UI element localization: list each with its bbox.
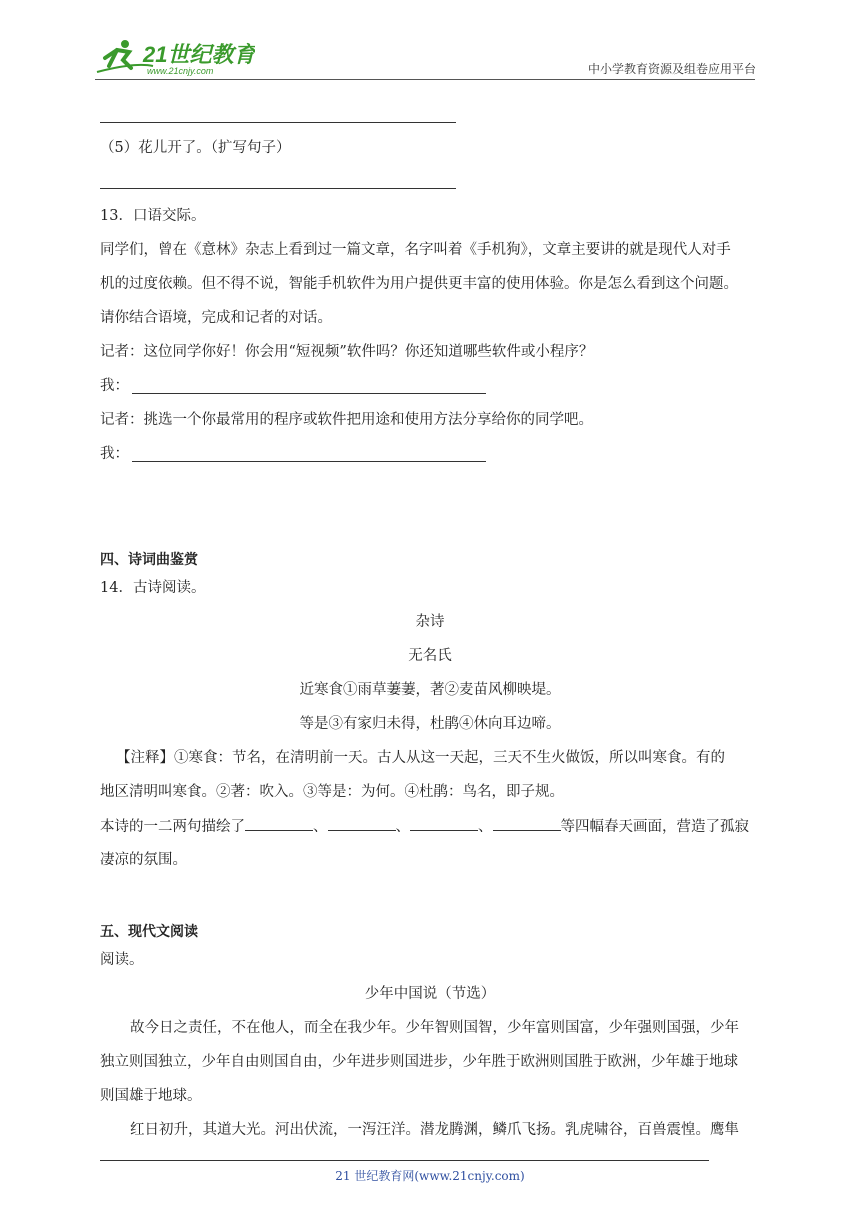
article-title: 少年中国说（节选）	[364, 986, 496, 1002]
footer-divider	[100, 1160, 709, 1161]
q13-paragraph-line2: 机的过度依赖。但不得不说，智能手机软件为用户提供更丰富的使用体验。你是怎么看到这个问题。	[100, 276, 738, 292]
separator: 、	[478, 819, 493, 835]
q13-paragraph-line3: 请你结合语境，完成和记者的对话。	[100, 310, 332, 326]
section5-heading: 五、现代文阅读	[100, 924, 198, 940]
fill-blank-1[interactable]	[245, 816, 313, 831]
answer-line-q4[interactable]	[100, 122, 456, 123]
q13-paragraph-line1: 同学们，曾在《意林》杂志上看到过一篇文章，名字叫着《手机狗》，文章主要讲的就是现代人对手	[100, 242, 731, 258]
platform-title: 中小学教育资源及组卷应用平台	[587, 62, 756, 76]
q14-title: 14．古诗阅读。	[100, 580, 206, 596]
article-p2-line1: 红日初升，其道大光。河出伏流，一泻汪洋。潜龙腾渊，鳞爪飞扬。乳虎啸谷，百兽震惶。鹰隼	[130, 1122, 739, 1138]
answer-label-2: 我：	[100, 446, 129, 462]
q12-item5: （5）花儿开了。（扩写句子）	[100, 140, 291, 156]
answer-line-1[interactable]	[132, 393, 486, 394]
article-p1-line1: 故今日之责任，不在他人，而全在我少年。少年智则国智，少年富则国富，少年强则国强，少年	[130, 1020, 739, 1036]
article-p1-line3: 则国雄于地球。	[100, 1088, 202, 1104]
answer-line-2[interactable]	[132, 461, 486, 462]
q13-title: 13．口语交际。	[100, 208, 206, 224]
site-logo[interactable]	[95, 36, 255, 78]
reporter-question-1: 记者：这位同学你好！你会用“短视频”软件吗？你还知道哪些软件或小程序？	[100, 344, 594, 360]
reporter-question-2: 记者：挑选一个你最常用的程序或软件把用途和使用方法分享给你的同学吧。	[100, 412, 593, 428]
question-prefix: 本诗的一二两句描绘了	[100, 819, 245, 835]
poem-line-2: 等是③有家归未得，杜鹃④休向耳边啼。	[299, 716, 561, 732]
question-suffix: 等四幅春天画面，营造了孤寂	[560, 819, 749, 835]
separator: 、	[395, 819, 410, 835]
q14-question-line1	[100, 816, 749, 837]
poem-author: 无名氏	[408, 648, 452, 664]
fill-blank-3[interactable]	[410, 816, 478, 831]
section4-heading: 四、诗词曲鉴赏	[100, 552, 198, 568]
q14-question-line2: 凄凉的氛围。	[100, 852, 187, 868]
answer-line-q5[interactable]	[100, 188, 456, 189]
footer-text[interactable]: 21 世纪教育网(www.21cnjy.com)	[335, 1169, 525, 1183]
answer-label-1: 我：	[100, 378, 129, 394]
runner-logo-icon	[95, 36, 255, 78]
separator: 、	[313, 819, 328, 835]
fill-blank-4[interactable]	[493, 816, 561, 831]
brand-url: www.21cnjy.com	[147, 66, 214, 76]
poem-line-1: 近寒食①雨草萋萋，著②麦苗风柳映堤。	[299, 682, 561, 698]
header-divider	[95, 79, 755, 80]
poem-notes-line2: 地区清明叫寒食。②著：吹入。③等是：为何。④杜鹃：鸟名，即子规。	[100, 784, 564, 800]
poem-title: 杂诗	[415, 614, 445, 630]
fill-blank-2[interactable]	[328, 816, 396, 831]
poem-notes-line1: 【注释】①寒食：节名，在清明前一天。古人从这一天起，三天不生火做饭，所以叫寒食。有的	[116, 750, 725, 766]
reading-intro: 阅读。	[100, 952, 144, 968]
article-p1-line2: 独立则国独立，少年自由则国自由，少年进步则国进步，少年胜于欧洲则国胜于欧洲，少年雄于地球	[100, 1054, 738, 1070]
brand-text: 21世纪教育	[143, 42, 255, 67]
